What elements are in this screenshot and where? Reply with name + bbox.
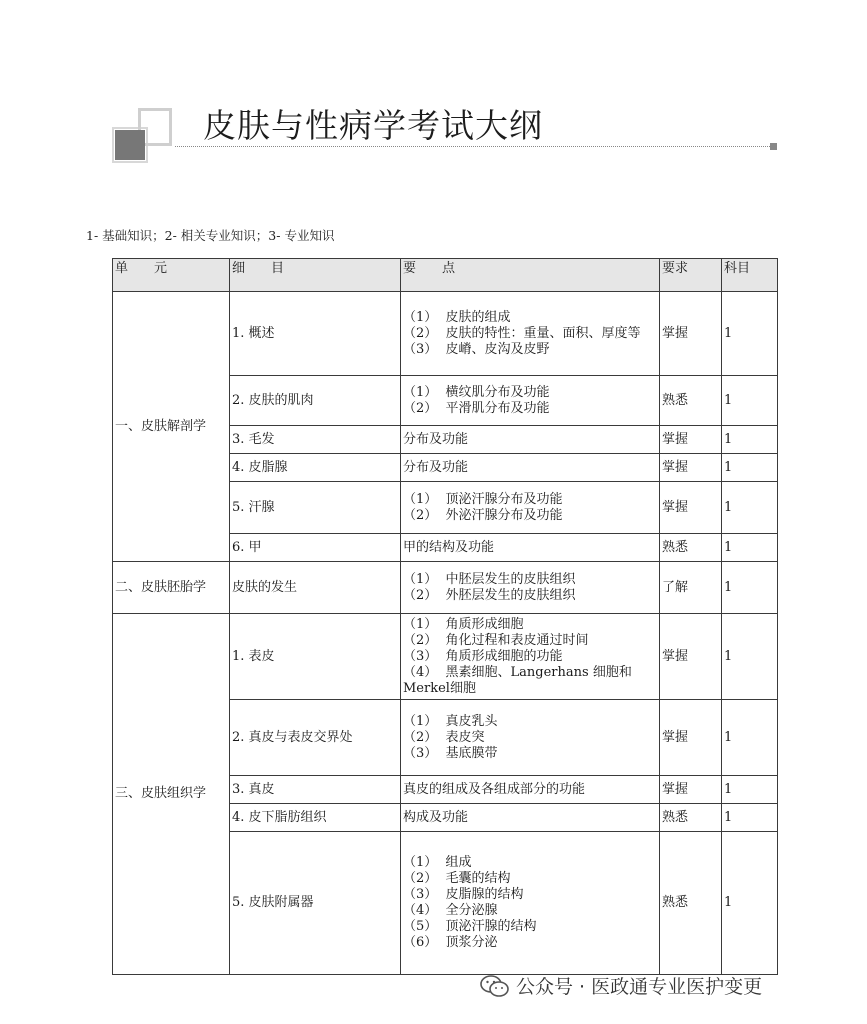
subject-cell: 1 [722,700,778,776]
points-cell [401,562,660,614]
header-points: 要 点 [401,259,660,292]
title-decoration-square [115,130,145,160]
requirement-cell: 掌握 [660,292,722,376]
subject-cell: 1 [722,482,778,534]
point-item: （2） 平滑肌分布及功能 [403,400,550,416]
table-header-row [113,259,778,292]
requirement-cell: 掌握 [660,482,722,534]
header-subject: 科目 [722,259,778,292]
points-cell [401,832,660,975]
points-cell [401,776,660,804]
title-rule-end [770,143,777,150]
point-item: （1） 皮肤的组成 [403,309,511,325]
point-item: 真皮的组成及各组成部分的功能 [403,781,586,797]
detail-cell: 6. 甲 [230,534,401,562]
requirement-cell: 了解 [660,562,722,614]
subject-cell: 1 [722,776,778,804]
subject-cell: 1 [722,376,778,426]
points-cell [401,700,660,776]
point-item: （1） 真皮乳头 [403,713,498,729]
requirement-cell: 熟悉 [660,832,722,975]
header-unit: 单 元 [113,259,230,292]
subject-cell: 1 [722,804,778,832]
points-cell [401,614,660,700]
requirement-cell: 熟悉 [660,534,722,562]
point-item: （3） 皮嵴、皮沟及皮野 [403,341,550,357]
point-item: （4） 黑素细胞、Langerhans 细胞和 [403,664,632,680]
requirement-cell: 熟悉 [660,804,722,832]
detail-cell: 3. 真皮 [230,776,401,804]
header-detail: 细 目 [230,259,401,292]
watermark-text: 公众号 · 医政通专业医护变更 [516,976,763,998]
detail-cell: 2. 真皮与表皮交界处 [230,700,401,776]
points-cell [401,482,660,534]
point-item: （6） 顶浆分泌 [403,935,498,950]
point-item: （1） 角质形成细胞 [403,616,524,632]
point-item: （1） 顶泌汗腺分布及功能 [403,491,563,507]
point-item: 甲的结构及功能 [403,539,495,555]
point-item: （3） 皮脂腺的结构 [403,887,524,902]
detail-cell: 4. 皮下脂肪组织 [230,804,401,832]
requirement-cell: 掌握 [660,700,722,776]
detail-cell: 5. 汗腺 [230,482,401,534]
header-requirement: 要求 [660,259,722,292]
point-item: Merkel细胞 [403,680,476,696]
detail-cell: 1. 表皮 [230,614,401,700]
subject-cell: 1 [722,832,778,975]
unit-cell: 二、皮肤胚胎学 [113,562,230,614]
point-item: （3） 角质形成细胞的功能 [403,648,563,664]
point-item: （2） 外泌汗腺分布及功能 [403,507,563,523]
requirement-cell: 掌握 [660,614,722,700]
detail-cell: 5. 皮肤附属器 [230,832,401,975]
point-item: （2） 毛囊的结构 [403,871,511,886]
subject-cell: 1 [722,614,778,700]
requirement-cell: 掌握 [660,454,722,482]
points-cell [401,376,660,426]
table-row [113,292,778,376]
point-item: 分布及功能 [403,431,469,447]
point-item: （2） 表皮突 [403,729,485,745]
points-cell [401,534,660,562]
point-item: （1） 组成 [403,855,472,870]
subject-legend: 1- 基础知识；2- 相关专业知识；3- 专业知识 [86,228,335,243]
detail-cell: 1. 概述 [230,292,401,376]
requirement-cell: 掌握 [660,426,722,454]
points-cell [401,454,660,482]
point-item: （5） 顶泌汗腺的结构 [403,919,537,934]
detail-cell: 3. 毛发 [230,426,401,454]
point-item: （2） 皮肤的特性：重量、面积、厚度等 [403,325,641,341]
point-item: （3） 基底膜带 [403,745,498,761]
detail-cell: 2. 皮肤的肌肉 [230,376,401,426]
table-row [113,562,778,614]
page-title: 皮肤与性病学考试大纲 [203,106,543,145]
requirement-cell: 掌握 [660,776,722,804]
watermark [480,972,762,999]
subject-cell: 1 [722,454,778,482]
unit-cell: 一、皮肤解剖学 [113,292,230,562]
point-item: （1） 中胚层发生的皮肤组织 [403,571,576,587]
point-item: 分布及功能 [403,459,469,475]
detail-cell: 4. 皮脂腺 [230,454,401,482]
unit-cell: 三、皮肤组织学 [113,614,230,975]
syllabus-table [112,258,778,975]
title-dotted-rule [175,146,772,147]
point-item: （1） 横纹肌分布及功能 [403,384,550,400]
requirement-cell: 熟悉 [660,376,722,426]
table-row [113,614,778,700]
points-cell [401,292,660,376]
points-cell [401,804,660,832]
subject-cell: 1 [722,534,778,562]
detail-cell: 皮肤的发生 [230,562,401,614]
point-item: 构成及功能 [403,809,469,825]
subject-cell: 1 [722,292,778,376]
wechat-icon [480,974,510,998]
points-cell [401,426,660,454]
point-item: （2） 外胚层发生的皮肤组织 [403,587,576,603]
point-item: （2） 角化过程和表皮通过时间 [403,632,589,648]
subject-cell: 1 [722,562,778,614]
point-item: （4） 全分泌腺 [403,903,498,918]
subject-cell: 1 [722,426,778,454]
